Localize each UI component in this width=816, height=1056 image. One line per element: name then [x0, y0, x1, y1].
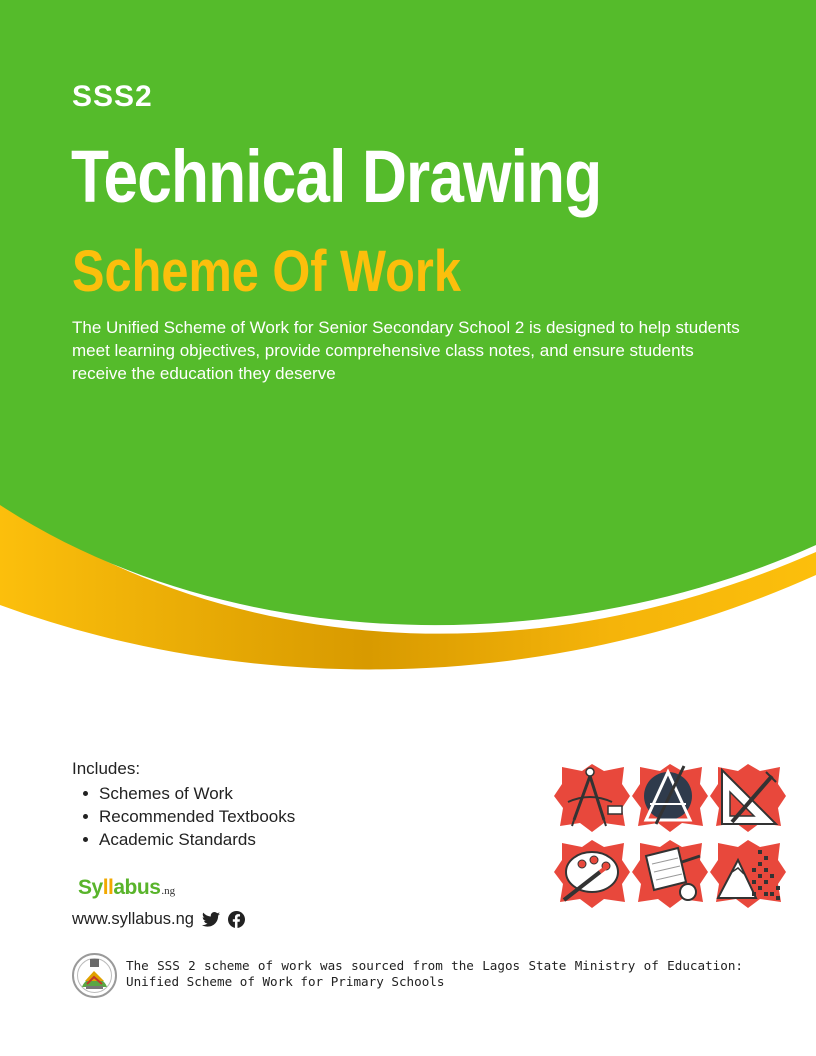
mountain-art-icon	[710, 838, 786, 908]
logo-text-accent: ll	[102, 876, 114, 899]
bullet-icon	[83, 791, 88, 796]
twitter-icon[interactable]	[202, 912, 220, 927]
page-subtitle: Scheme Of Work	[72, 239, 461, 304]
compass-divider-icon	[554, 762, 630, 832]
footer-links	[72, 910, 245, 929]
set-square-icon	[710, 762, 786, 832]
logo-text	[78, 876, 160, 900]
includes-list	[78, 782, 295, 851]
syllabus-logo[interactable]	[78, 876, 175, 904]
list-item-label: Schemes of Work	[99, 784, 233, 803]
page-title: Technical Drawing	[71, 135, 602, 218]
description: The Unified Scheme of Work for Senior Secondary School 2 is designed to help students meet learning objectives, provide comprehensive class notes, and ensure students receive the education they deserve	[72, 318, 740, 383]
includes-heading: Includes:	[72, 759, 141, 778]
list-item	[78, 828, 295, 851]
bullet-icon	[83, 814, 88, 819]
list-item	[78, 805, 295, 828]
lagos-state-seal-icon	[72, 953, 117, 998]
list-item-label: Recommended Textbooks	[99, 807, 296, 826]
source-note: The SSS 2 scheme of work was sourced from the Lagos State Ministry of Education: Unified Scheme of Work for Primary Schools	[126, 958, 743, 989]
logo-text-start: Sy	[78, 876, 103, 899]
protractor-triangle-icon	[632, 762, 708, 832]
list-item	[78, 782, 295, 805]
paint-bucket-icon	[632, 838, 708, 908]
logo-text-end: abus	[113, 876, 161, 899]
list-item-label: Academic Standards	[99, 830, 256, 849]
class-level: SSS2	[72, 80, 153, 113]
palette-brush-icon	[554, 838, 630, 908]
icon-grid	[554, 762, 786, 908]
facebook-icon[interactable]	[228, 911, 245, 928]
website-link[interactable]: www.syllabus.ng	[72, 910, 194, 928]
logo-tld: .ng	[161, 885, 176, 897]
bullet-icon	[83, 837, 88, 842]
